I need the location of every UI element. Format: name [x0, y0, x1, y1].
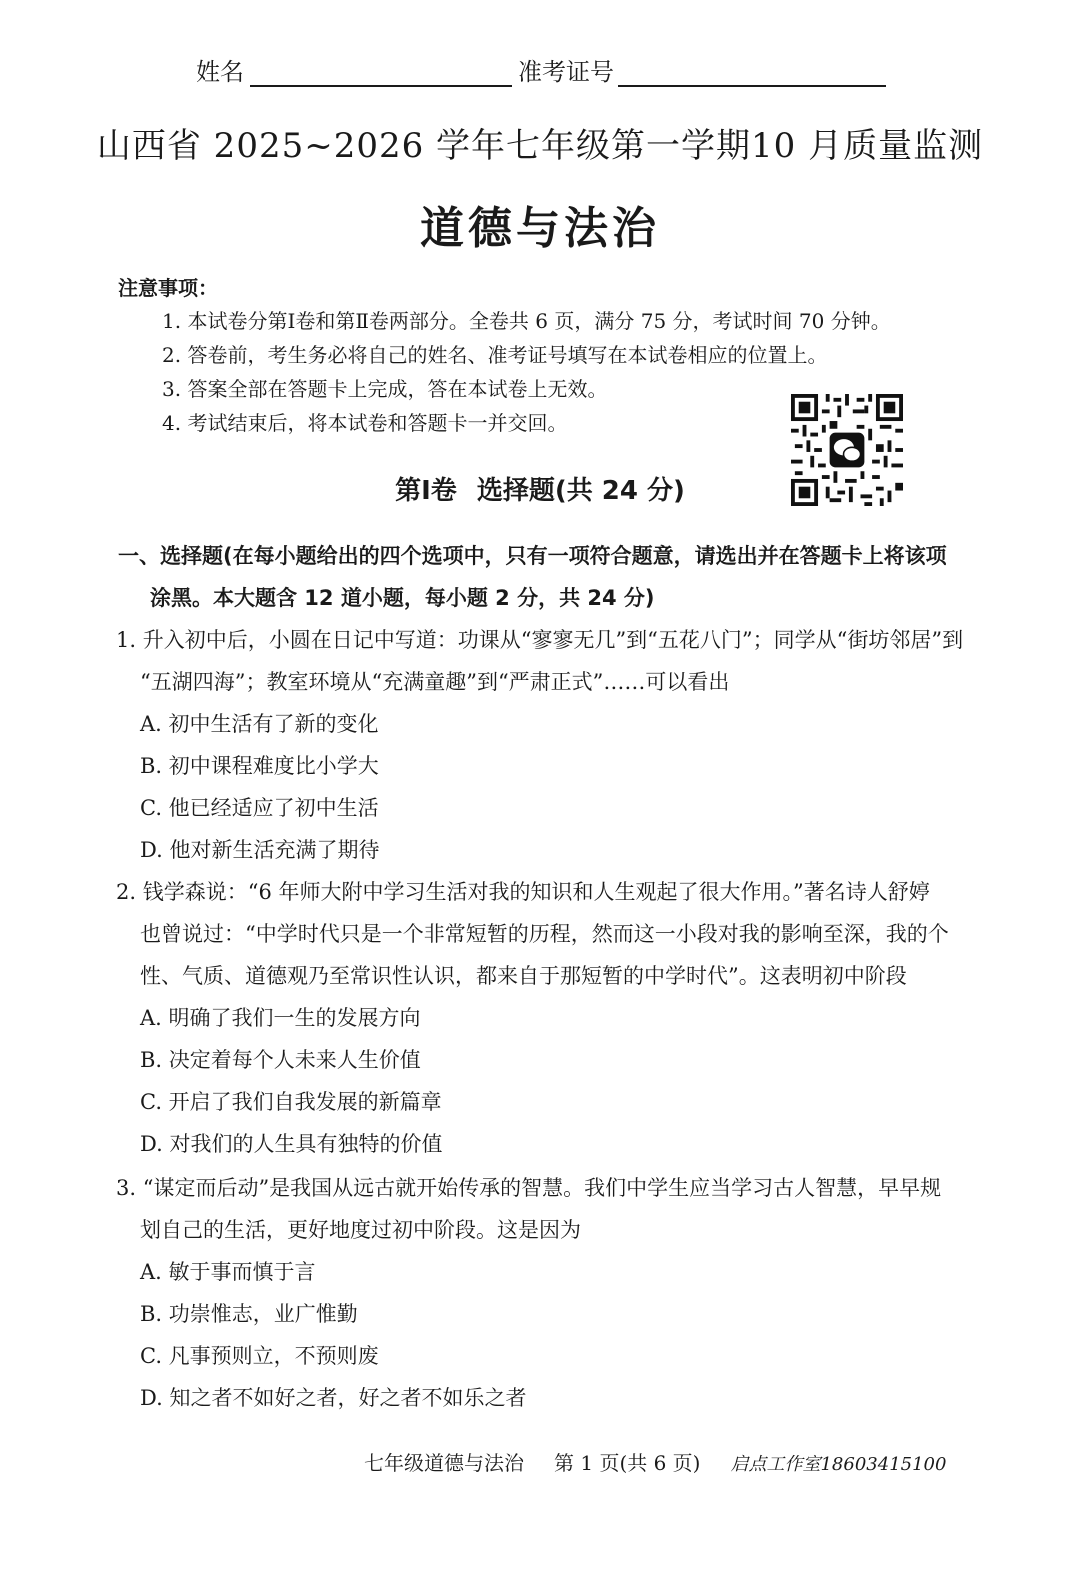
- footer-page-number: 第 1 页(共 6 页): [554, 1451, 701, 1475]
- question-1-line: “五湖四海”；教室环境从“充满童趣”到“严肃正式”……可以看出: [140, 670, 730, 694]
- question-1-option-b: B. 初中课程难度比小学大: [140, 754, 379, 778]
- question-3-option-c: C. 凡事预则立，不预则废: [140, 1344, 379, 1368]
- subject-title: 道德与法治: [420, 203, 660, 254]
- section-heading-line2: 涂黑。本大题含 12 道小题，每小题 2 分，共 24 分): [150, 586, 655, 610]
- candidate-info-line: [196, 52, 886, 87]
- section-heading-line1: 一、选择题(在每小题给出的四个选项中，只有一项符合题意，请选出并在答题卡上将该项: [118, 544, 947, 568]
- question-2-option-d: D. 对我们的人生具有独特的价值: [140, 1132, 443, 1156]
- footer-studio: 启点工作室18603415100: [730, 1454, 947, 1475]
- question-2-line: 2. 钱学森说：“6 年师大附中学习生活对我的知识和人生观起了很大作用。”著名诗人舒婷: [116, 880, 930, 904]
- question-1-option-d: D. 他对新生活充满了期待: [140, 838, 380, 862]
- question-2-line: 性、气质、道德观乃至常识性认识，都来自于那短暂的中学时代”。这表明初中阶段: [140, 964, 907, 988]
- question-2-option-a: A. 明确了我们一生的发展方向: [140, 1006, 421, 1030]
- notice-item: 1. 本试卷分第Ⅰ卷和第Ⅱ卷两部分。全卷共 6 页，满分 75 分，考试时间 70 分钟。: [162, 309, 891, 333]
- name-blank[interactable]: [250, 57, 512, 87]
- exam-number-blank[interactable]: [618, 57, 886, 87]
- question-3-line: 3. “谋定而后动”是我国从远古就开始传承的智慧。我们中学生应当学习古人智慧，早早规: [116, 1176, 942, 1200]
- question-3-line: 划自己的生活，更好地度过初中阶段。这是因为: [140, 1218, 581, 1242]
- question-2-option-c: C. 开启了我们自我发展的新篇章: [140, 1090, 442, 1114]
- question-1-option-a: A. 初中生活有了新的变化: [140, 712, 379, 736]
- exam-title: 山西省 2025~2026 学年七年级第一学期10 月质量监测: [96, 126, 984, 166]
- part-one-heading: [0, 470, 1080, 507]
- footer-subject: 七年级道德与法治: [364, 1451, 524, 1475]
- notice-heading: 注意事项：: [118, 276, 218, 300]
- question-1-option-c: C. 他已经适应了初中生活: [140, 796, 379, 820]
- question-2-line: 也曾说过：“中学时代只是一个非常短暂的历程，然而这一小段对我的影响至深，我的个: [140, 922, 949, 946]
- notice-item: 4. 考试结束后，将本试卷和答题卡一并交回。: [162, 411, 568, 435]
- page-footer: [364, 1447, 946, 1476]
- question-3-option-b: B. 功崇惟志，业广惟勤: [140, 1302, 358, 1326]
- question-1-line: 1. 升入初中后，小圆在日记中写道：功课从“寥寥无几”到“五花八门”；同学从“街坊邻居”到: [116, 628, 964, 652]
- notice-item: 2. 答卷前，考生务必将自己的姓名、准考证号填写在本试卷相应的位置上。: [162, 343, 828, 367]
- part-one-title: 选择题(共 24 分): [476, 476, 685, 506]
- question-3-option-d: D. 知之者不如好之者，好之者不如乐之者: [140, 1386, 527, 1410]
- part-one-label: 第Ⅰ卷: [395, 476, 457, 506]
- name-label: 姓名: [196, 58, 244, 86]
- question-3-option-a: A. 敏于事而慎于言: [140, 1260, 316, 1284]
- exam-number-label: 准考证号: [518, 58, 614, 86]
- notice-item: 3. 答案全部在答题卡上完成，答在本试卷上无效。: [162, 377, 608, 401]
- question-2-option-b: B. 决定着每个人未来人生价值: [140, 1048, 421, 1072]
